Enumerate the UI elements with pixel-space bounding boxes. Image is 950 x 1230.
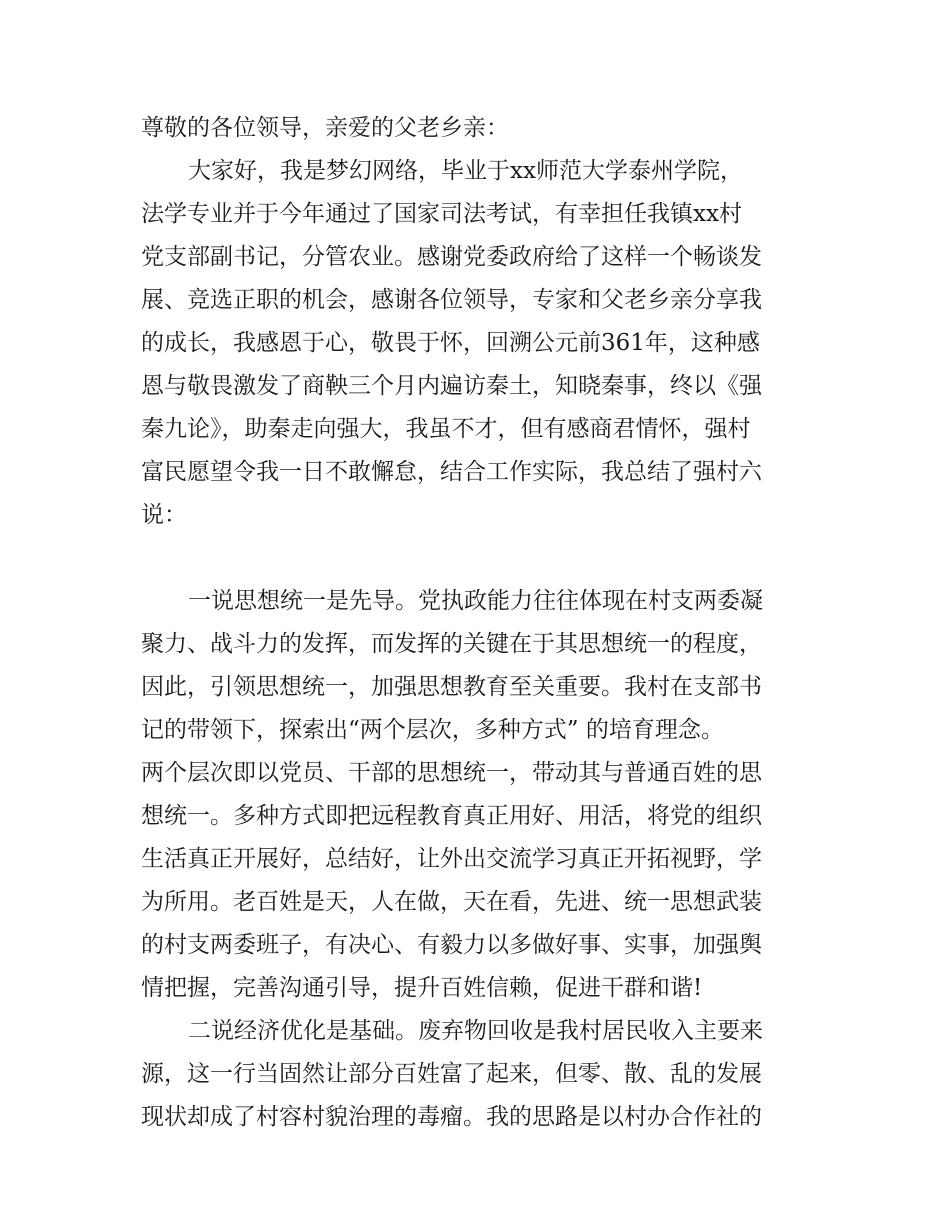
paragraph-line: 因此，引领思想统一，加强思想教育至关重要。我村在支部书 [141, 674, 762, 700]
paragraph-line: 富民愿望令我一日不敢懈怠，结合工作实际，我总结了强村六 [141, 459, 762, 485]
paragraph-line: 恩与敬畏激发了商鞅三个月内遍访秦土，知晓秦事，终以《强 [141, 373, 762, 399]
paragraph-line: 记的带领下，探索出“两个层次，多种方式” 的培育理念。 [141, 717, 724, 743]
paragraph-line: 现状却成了村容村貌治理的毒瘤。我的思路是以村办合作社的 [141, 1104, 762, 1130]
paragraph-line: 源，这一行当固然让部分百姓富了起来，但零、散、乱的发展 [141, 1061, 762, 1087]
paragraph-line: 两个层次即以党员、干部的思想统一，带动其与普通百姓的思 [141, 760, 762, 786]
paragraph-line: 想统一。多种方式即把远程教育真正用好、用活，将党的组织 [141, 803, 762, 829]
paragraph-line: 的村支两委班子，有决心、有毅力以多做好事、实事，加强舆 [141, 932, 762, 958]
paragraph-line: 党支部副书记，分管农业。感谢党委政府给了这样一个畅谈发 [141, 244, 762, 270]
paragraph-line: 说： [141, 502, 187, 528]
paragraph-line: 为所用。老百姓是天，人在做，天在看，先进、统一思想武装 [141, 889, 762, 915]
paragraph-line: 法学专业并于今年通过了国家司法考试，有幸担任我镇xx村 [141, 201, 742, 227]
paragraph-line: 二说经济优化是基础。废弃物回收是我村居民收入主要来 [188, 1018, 763, 1044]
paragraph-line: 的成长，我感恩于心，敬畏于怀，回溯公元前361年，这种感 [141, 330, 760, 356]
paragraph-line: 情把握，完善沟通引导，提升百姓信赖，促进干群和谐! [141, 975, 703, 1001]
salutation-line: 尊敬的各位领导，亲爱的父老乡亲： [141, 115, 509, 141]
paragraph-line: 一说思想统一是先导。党执政能力往往体现在村支两委凝 [188, 588, 763, 614]
paragraph-line: 展、竞选正职的机会，感谢各位领导，专家和父老乡亲分享我 [141, 287, 762, 313]
paragraph-line: 秦九论》，助秦走向强大，我虽不才，但有感商君情怀，强村 [141, 416, 751, 442]
paragraph-line: 聚力、战斗力的发挥，而发挥的关键在于其思想统一的程度， [141, 631, 762, 657]
paragraph-line: 生活真正开展好，总结好，让外出交流学习真正开拓视野，学 [141, 846, 762, 872]
paragraph-line: 大家好，我是梦幻网络，毕业于xx师范大学泰州学院， [188, 158, 743, 184]
